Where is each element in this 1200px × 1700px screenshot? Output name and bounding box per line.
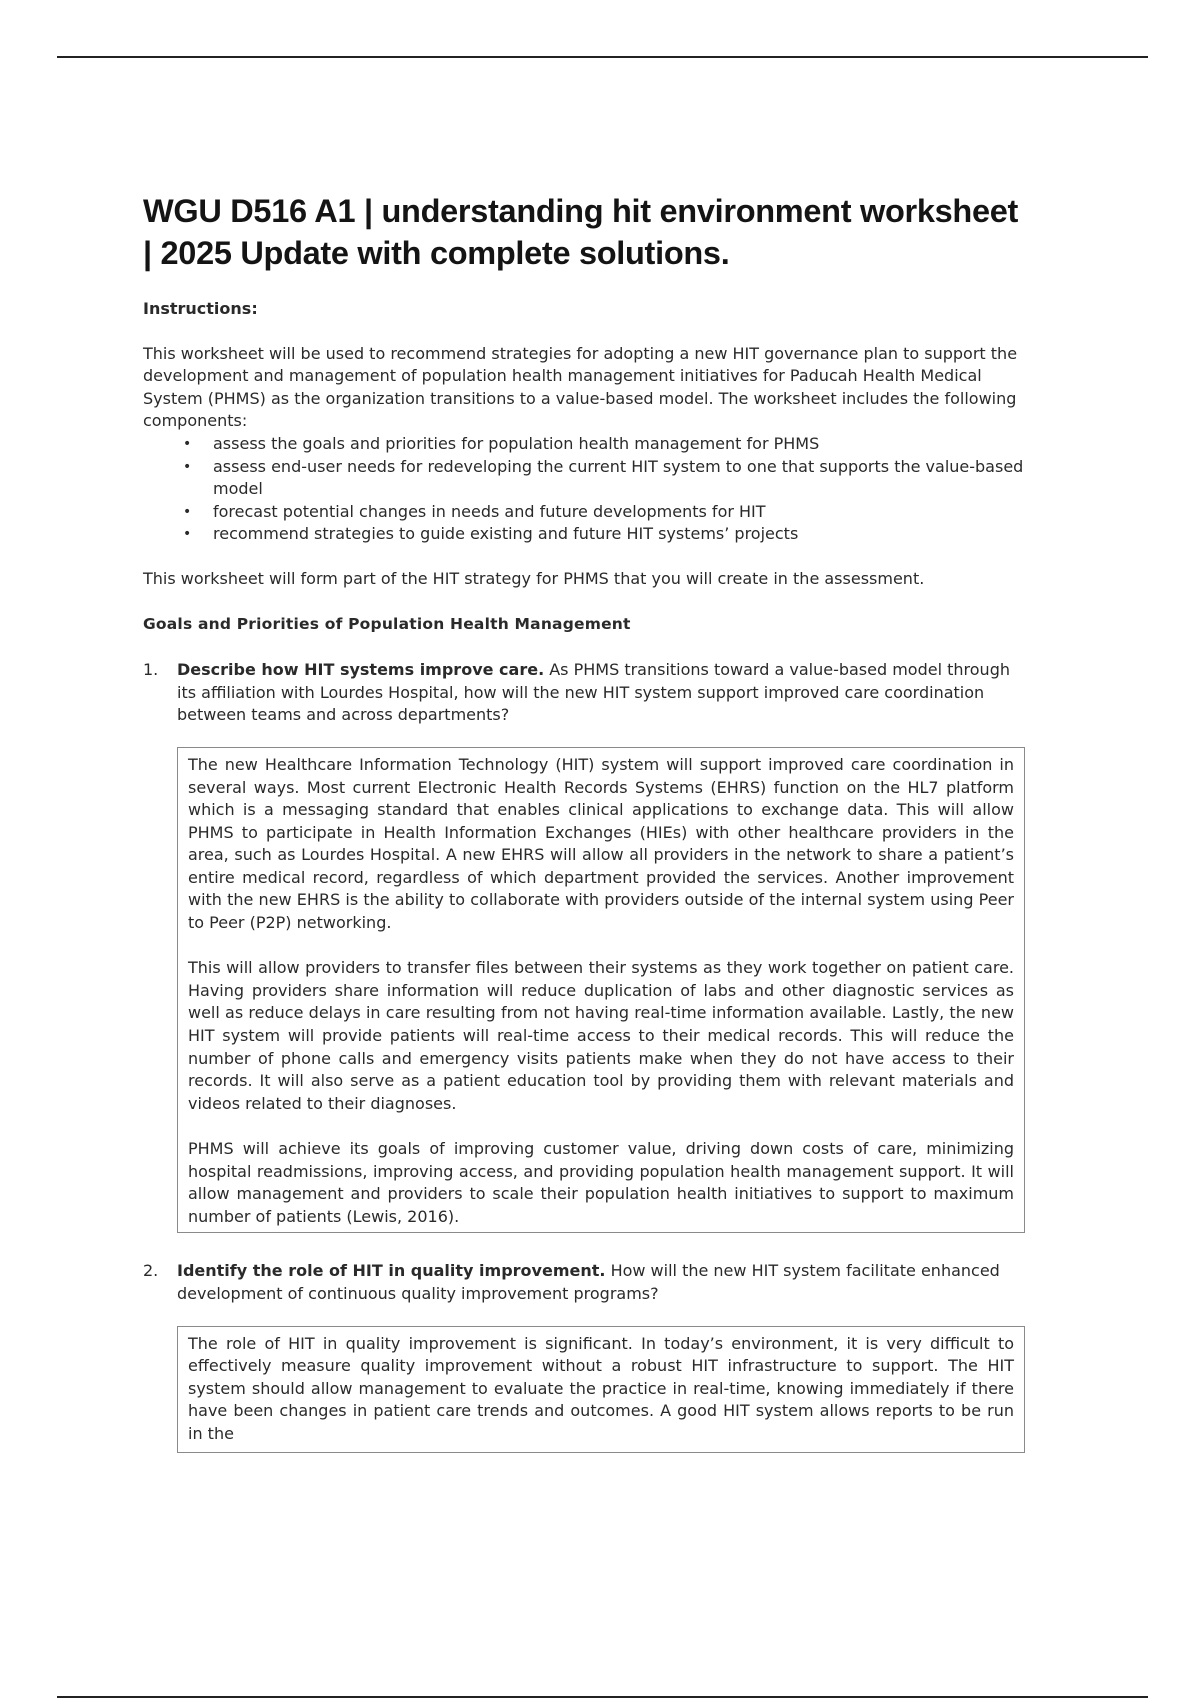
question-1	[143, 659, 1025, 727]
instructions-label: Instructions:	[143, 299, 258, 318]
answer-box-1	[177, 747, 1025, 1233]
answer-paragraph: The new Healthcare Information Technology (HIT) system will support improved care coordination in several ways. Most current Electronic Health Records Systems (EHRS) function on the HL7 platform which is a messaging standard that enables clinical applications to exchange data. This will allow PHMS to participate in Health Information Exchanges (HIEs) with other healthcare providers in the area, such as Lourdes Hospital. A new EHRS will allow all providers in the network to share a patient’s entire medical record, regardless of which department provided the services. Another improvement with the new EHRS is the ability to collaborate with providers outside of the internal system using Peer to Peer (P2P) networking.	[188, 754, 1014, 933]
intro-paragraph: This worksheet will be used to recommend strategies for adopting a new HIT governance plan to support the development and management of population health management initiatives for Paducah Health Medical System (PHMS) as the organization transitions to a value-based model. The worksheet includes the following components:	[143, 343, 1018, 431]
bottom-rule	[57, 1696, 1148, 1698]
question-number: 2.	[143, 1261, 159, 1281]
components-list	[143, 433, 1025, 546]
answer-paragraph: The role of HIT in quality improvement is significant. In today’s environment, it is very difficult to effectively measure quality improvement without a robust HIT infrastructure to support. The HIT system should allow management to evaluate the practice in real-time, knowing immediately if there have been changes in patient care trends and outcomes. A good HIT system allows reports to be run in the	[188, 1333, 1014, 1443]
list-item: • assess the goals and priorities for population health management for PHMS	[143, 433, 1025, 456]
document-title: WGU D516 A1 | understanding hit environment worksheet | 2025 Update with complete solutions.	[143, 193, 1019, 271]
top-rule	[57, 56, 1148, 58]
question-2	[143, 1260, 1025, 1305]
question-number: 1.	[143, 660, 159, 680]
closing-paragraph: This worksheet will form part of the HIT strategy for PHMS that you will create in the assessment.	[143, 568, 925, 588]
answer-paragraph: PHMS will achieve its goals of improving customer value, driving down costs of care, minimizing hospital readmissions, improving access, and providing population health management support. It will allow management and providers to scale their population health initiatives to support to maximum number of patients (Lewis, 2016).	[188, 1139, 1014, 1226]
question-lead: Identify the role of HIT in quality improvement.	[177, 1261, 606, 1281]
list-item: • recommend strategies to guide existing and future HIT systems’ projects	[143, 523, 1025, 546]
question-prompt: How will the new HIT system facilitate enhanced development of continuous quality improvement programs?	[177, 1261, 1000, 1303]
list-item: • assess end-user needs for redeveloping the current HIT system to one that supports the value-based model	[143, 456, 1025, 501]
question-lead: Describe how HIT systems improve care.	[177, 660, 545, 680]
question-prompt: As PHMS transitions toward a value-based model through its affiliation with Lourdes Hospital, how will the new HIT system support improved care coordination between teams and across departments?	[177, 660, 1010, 725]
answer-paragraph: This will allow providers to transfer files between their systems as they work together on patient care. Having providers share information will reduce duplication of labs and other diagnostic services as well as reduce delays in care resulting from not having real-time information available. Lastly, the new HIT system will provide patients will real-time access to their medical records. This will reduce the number of phone calls and emergency visits patients make when they do not have access to their records. It will also serve as a patient education tool by providing them with relevant materials and videos related to their diagnoses.	[188, 958, 1014, 1113]
list-item: • forecast potential changes in needs and future developments for HIT	[143, 501, 1025, 524]
section-heading: Goals and Priorities of Population Health Management	[143, 614, 631, 633]
document-page	[143, 190, 1025, 1453]
answer-box-2	[177, 1326, 1025, 1453]
